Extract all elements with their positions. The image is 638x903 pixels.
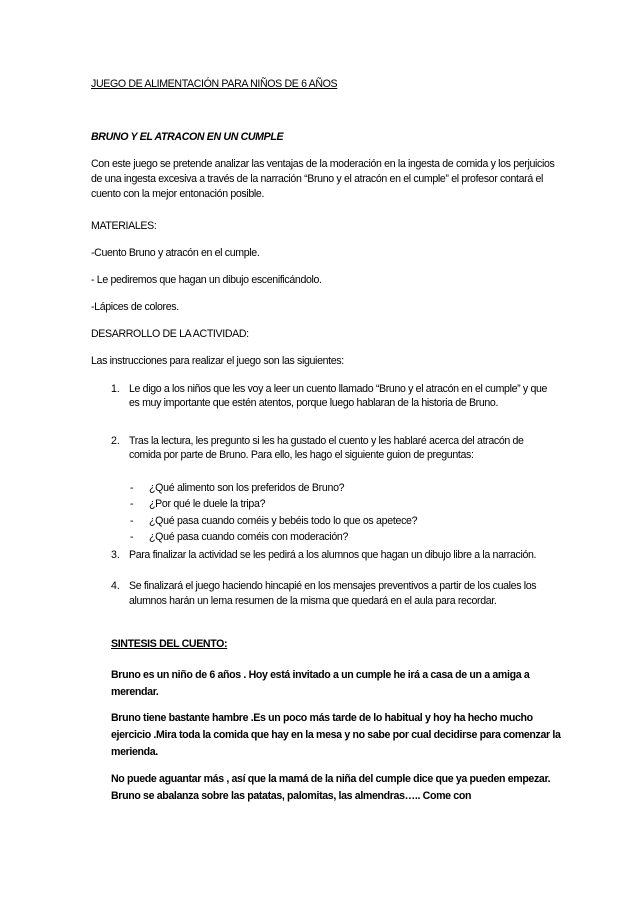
question-text: ¿Qué alimento son los preferidos de Bruno? (149, 482, 345, 494)
question-text: ¿Qué pasa cuando coméis con moderación? (149, 531, 349, 543)
step-number: 4. (111, 580, 120, 592)
instructions-intro: Las instrucciones para realizar el juego son las siguientes: (91, 355, 344, 367)
question-dash: - (130, 531, 134, 543)
development-heading: DESARROLLO DE LA ACTIVIDAD: (91, 328, 249, 340)
story-subtitle: BRUNO Y EL ATRACON EN UN CUMPLE (91, 131, 284, 143)
question-text: ¿Qué pasa cuando coméis y bebéis todo lo que os apetece? (149, 515, 418, 527)
question-text: ¿Por qué le duele la tripa? (149, 498, 266, 510)
summary-heading: SINTESIS DEL CUENTO: (111, 638, 228, 650)
step-text: Se finalizará el juego haciendo hincapié en los mensajes preventivos a partir de los cuales los alumnos harán un lema resumen de la misma que quedará en el aula para recordar. (129, 580, 537, 607)
material-item: -Lápices de colores. (91, 301, 179, 313)
summary-paragraph: Bruno tiene bastante hambre .Es un poco más tarde de lo habitual y hoy ha hecho mucho ejercicio .Mira toda la comida que hay en la mesa y no sabe por cual decidirse para comenzar la merienda. (111, 712, 561, 758)
step-number: 1. (111, 383, 120, 395)
materials-heading: MATERIALES: (91, 220, 157, 232)
material-item: -Cuento Bruno y atracón en el cumple. (91, 247, 260, 259)
step-text: Le digo a los niños que les voy a leer un cuento llamado “Bruno y el atracón en el cumple” y que es muy importante que estén atentos, porque luego hablaran de la historia de Bruno. (129, 383, 548, 409)
question-dash: - (130, 498, 134, 510)
step-number: 2. (111, 435, 120, 447)
summary-paragraph: No puede aguantar más , así que la mamá de la niña del cumple dice que ya pueden empezar. Bruno se abalanza sobre las patatas, palomitas, las almendras….. Come con (111, 773, 551, 802)
intro-paragraph: Con este juego se pretende analizar las ventajas de la moderación en la ingesta de comida y los perjuicios de una ingesta excesiva a través de la narración “Bruno y el atracón en el cumple” el profesor contará el cuento con la mejor entonación posible. (91, 158, 555, 200)
step-text: Tras la lectura, les pregunto si les ha gustado el cuento y les hablaré acerca del atracón de comida por parte de Bruno. Para ello, les hago el siguiente guion de preguntas: (129, 435, 524, 461)
document-title: JUEGO DE ALIMENTACIÓN PARA NIÑOS DE 6 AÑOS (91, 78, 338, 90)
summary-paragraph: Bruno es un niño de 6 años . Hoy está invitado a un cumple he irá a casa de un a amiga a merendar. (111, 669, 530, 698)
question-dash: - (130, 515, 134, 527)
material-item: - Le pediremos que hagan un dibujo escenificándolo. (91, 274, 322, 286)
question-dash: - (130, 482, 134, 494)
step-number: 3. (111, 549, 120, 561)
step-text: Para finalizar la actividad se les pedirá a los alumnos que hagan un dibujo libre a la narración. (129, 549, 537, 561)
